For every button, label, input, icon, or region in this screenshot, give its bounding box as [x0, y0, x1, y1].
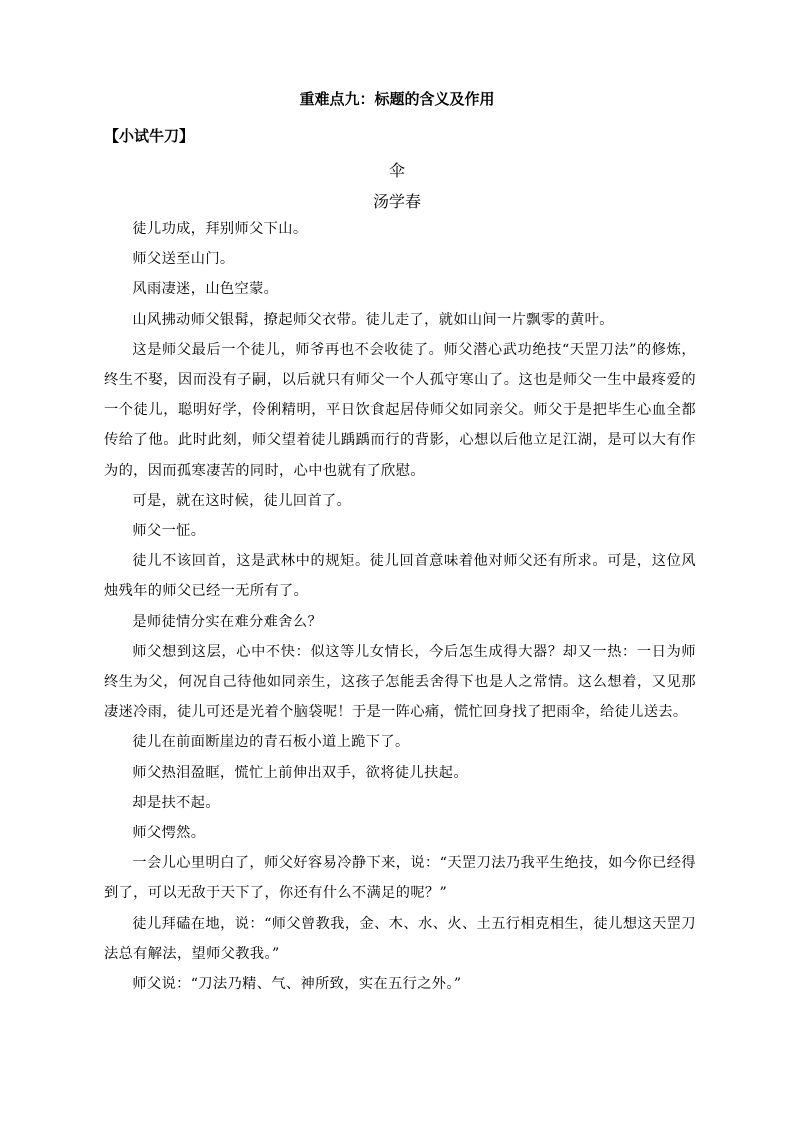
paragraph: 却是扶不起。: [132, 794, 220, 811]
paragraph: 师父说：“刀法乃精、气、神所致，实在五行之外。”: [132, 976, 462, 993]
story-title: 伞: [388, 161, 405, 180]
paragraph: 这是师父最后一个徒儿，师爷再也不会收徒了。师父潜心武功绝技“天罡刀法”的修炼，终生不娶，因而没有子嗣，以后就只有师父一个人孤守寒山了。这也是师父一生中最疼爱的一个徒儿，聪明好学，伶俐精明，平日饮食起居侍师父如同亲父。师父于是把毕生心血全都传给了他。此时此刻，师父望着徒儿踽踽而行的背影，心想以后他立足江湖，是可以大有作为的，因而孤寒凄苦的同时，心中也就有了欣慰。: [104, 341, 696, 479]
paragraph: 师父想到这层，心中不快：似这等儿女情长，今后怎生成得大器？却又一热：一日为师终生为父，何况自己待他如同亲生，这孩子怎能丢舍得下也是人之常情。这么想着，又见那凄迷冷雨，徒儿可还是光着个脑袋呢！于是一阵心痛，慌忙回身找了把雨伞，给徒儿送去。: [104, 643, 696, 721]
paragraph: 徒儿不该回首，这是武林中的规矩。徒儿回首意味着他对师父还有所求。可是，这位风烛残年的师父已经一无所有了。: [104, 553, 696, 600]
paragraph: 徒儿在前面断崖边的青石板小道上跪下了。: [132, 734, 410, 751]
paragraph: 师父送至山门。: [132, 251, 235, 268]
paragraph: 徒儿拜磕在地，说：“师父曾教我，金、木、水、火、土五行相克相生，徒儿想这天罡刀法总有解法，望师父教我。”: [104, 915, 696, 962]
paragraph: 是师徒情分实在难分难舍么？: [132, 613, 323, 630]
paragraph: 山风拂动师父银髯，撩起师父衣带。徒儿走了，就如山间一片飘零的黄叶。: [132, 311, 614, 328]
story-body: [104, 214, 696, 999]
paragraph: 师父热泪盈眶，慌忙上前伸出双手，欲将徒儿扶起。: [132, 764, 468, 781]
paragraph: 风雨凄迷，山色空蒙。: [132, 281, 279, 298]
paragraph: 徒儿功成，拜别师父下山。: [132, 221, 308, 237]
page-heading: 重难点九：标题的含义及作用: [299, 90, 495, 108]
paragraph: 可是，就在这时候，徒儿回首了。: [132, 492, 352, 509]
paragraph: 师父愕然。: [132, 825, 206, 842]
story-author: 汤学春: [372, 192, 421, 211]
paragraph: 一会儿心里明白了，师父好容易冷静下来，说：“天罡刀法乃我平生绝技，如今你已经得到了，可以无敌于天下了，你还有什么不满足的呢？”: [104, 855, 696, 902]
paragraph: 师父一怔。: [132, 523, 206, 540]
section-label: 【小试牛刀】: [104, 127, 195, 145]
